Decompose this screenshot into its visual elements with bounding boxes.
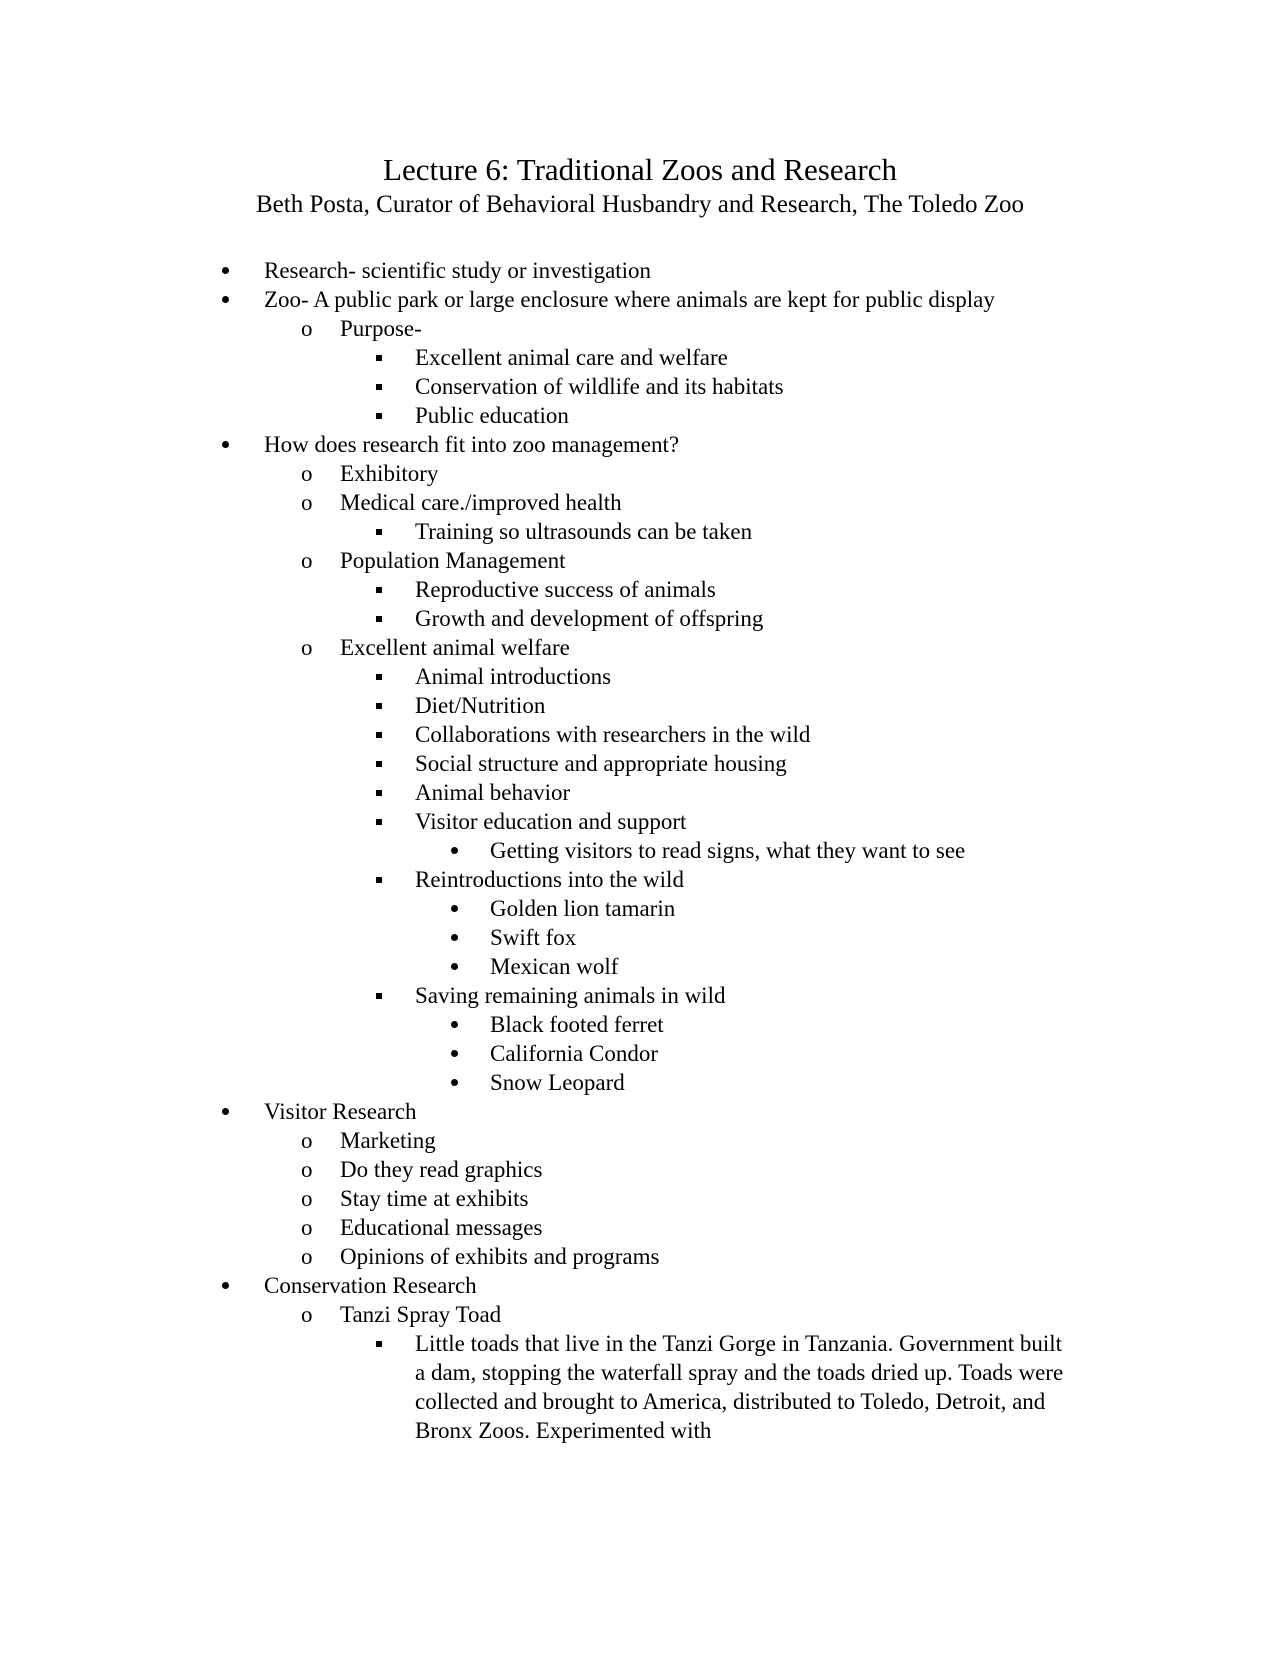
circle-bullet-glyph: o	[301, 1244, 313, 1269]
outline-item-text: Excellent animal care and welfare	[415, 345, 728, 370]
outline-item-level-4	[0, 923, 1280, 952]
square-bullet-icon	[376, 517, 400, 546]
dot-bullet-shape	[451, 934, 458, 941]
outline-item-text: Diet/Nutrition	[415, 693, 546, 718]
outline-item-text: Black footed ferret	[490, 1012, 664, 1037]
outline-item-text: Educational messages	[340, 1215, 543, 1240]
circle-bullet-glyph: o	[301, 1128, 313, 1153]
dot-bullet-shape	[451, 1050, 458, 1057]
outline-item-level-3	[0, 749, 1280, 778]
outline-item-text: Visitor Research	[264, 1099, 417, 1124]
dot-bullet-shape	[222, 441, 229, 448]
outline-item-level-4	[0, 894, 1280, 923]
circle-bullet-glyph: o	[301, 1186, 313, 1211]
outline-item-level-3	[0, 662, 1280, 691]
outline-item-text: Animal behavior	[415, 780, 571, 805]
circle-bullet-glyph: o	[301, 1157, 313, 1182]
outline-item-level-3	[0, 575, 1280, 604]
outline-item-level-3	[0, 401, 1280, 430]
circle-bullet-icon	[301, 1242, 325, 1271]
circle-bullet-icon	[301, 1300, 325, 1329]
outline-item-text: Growth and development of offspring	[415, 606, 764, 631]
outline-item-level-2	[0, 1300, 1280, 1329]
dot-bullet-icon	[451, 1010, 475, 1039]
outline-item-level-2	[0, 1242, 1280, 1271]
outline-item-text: California Condor	[490, 1041, 658, 1066]
outline-item-text: Golden lion tamarin	[490, 896, 676, 921]
outline-item-level-3	[0, 517, 1280, 546]
circle-bullet-icon	[301, 459, 325, 488]
outline-item-level-3	[0, 865, 1280, 894]
square-bullet-icon	[376, 691, 400, 720]
outline-item-text: Purpose-	[340, 316, 422, 341]
outline-item-level-4	[0, 952, 1280, 981]
dot-bullet-icon	[451, 923, 475, 952]
circle-bullet-icon	[301, 1184, 325, 1213]
square-bullet-icon	[376, 604, 400, 633]
square-bullet-shape	[376, 877, 382, 883]
outline-item-level-1	[0, 1097, 1280, 1126]
outline-item-level-3	[0, 372, 1280, 401]
outline-item-text: Reintroductions into the wild	[415, 867, 684, 892]
circle-bullet-glyph: o	[301, 316, 313, 341]
outline-item-level-2	[0, 546, 1280, 575]
dot-bullet-icon	[222, 430, 246, 459]
square-bullet-shape	[376, 529, 382, 535]
square-bullet-icon	[376, 778, 400, 807]
outline-item-level-3	[0, 981, 1280, 1010]
outline-item-level-4	[0, 1068, 1280, 1097]
square-bullet-shape	[376, 703, 382, 709]
outline-item-level-2	[0, 1184, 1280, 1213]
circle-bullet-icon	[301, 1213, 325, 1242]
circle-bullet-glyph: o	[301, 1215, 313, 1240]
outline-item-level-3	[0, 343, 1280, 372]
circle-bullet-icon	[301, 633, 325, 662]
outline-item-text: Social structure and appropriate housing	[415, 751, 787, 776]
outline-item-level-3	[0, 691, 1280, 720]
outline-item-level-4	[0, 1010, 1280, 1039]
dot-bullet-icon	[451, 836, 475, 865]
circle-bullet-glyph: o	[301, 548, 313, 573]
outline-item-text: Conservation Research	[264, 1273, 477, 1298]
outline-item-text: Collaborations with researchers in the wild	[415, 722, 811, 747]
outline-item-text: Exhibitory	[340, 461, 439, 486]
circle-bullet-icon	[301, 314, 325, 343]
circle-bullet-icon	[301, 1126, 325, 1155]
outline-item-text: Reproductive success of animals	[415, 577, 716, 602]
dot-bullet-icon	[451, 952, 475, 981]
outline-item-level-3	[0, 604, 1280, 633]
outline-item-level-4	[0, 836, 1280, 865]
outline-item-text: Animal introductions	[415, 664, 612, 689]
outline-item-level-1	[0, 256, 1280, 285]
square-bullet-shape	[376, 993, 382, 999]
square-bullet-icon	[376, 575, 400, 604]
outline-item-text: Snow Leopard	[490, 1070, 625, 1095]
square-bullet-shape	[376, 819, 382, 825]
outline-item-level-4	[0, 1039, 1280, 1068]
dot-bullet-icon	[222, 256, 246, 285]
circle-bullet-icon	[301, 488, 325, 517]
page-subtitle: Beth Posta, Curator of Behavioral Husbandry and Research, The Toledo Zoo	[256, 191, 1024, 218]
dot-bullet-shape	[451, 905, 458, 912]
square-bullet-icon	[376, 749, 400, 778]
lecture-outline	[0, 256, 1280, 1445]
outline-item-level-1	[0, 285, 1280, 314]
dot-bullet-icon	[222, 285, 246, 314]
square-bullet-shape	[376, 355, 382, 361]
dot-bullet-icon	[222, 1097, 246, 1126]
square-bullet-icon	[376, 1329, 400, 1358]
outline-item-text: Mexican wolf	[490, 954, 619, 979]
circle-bullet-icon	[301, 546, 325, 575]
square-bullet-shape	[376, 761, 382, 767]
dot-bullet-icon	[222, 1271, 246, 1300]
dot-bullet-shape	[222, 1108, 229, 1115]
outline-item-level-1	[0, 1271, 1280, 1300]
dot-bullet-shape	[451, 1021, 458, 1028]
outline-item-level-2	[0, 488, 1280, 517]
square-bullet-icon	[376, 807, 400, 836]
outline-item-text: Little toads that live in the Tanzi Gorge in Tanzania. Government built a dam, stopping the waterfall spray and the toads dried up. Toads were collected and brought to America, distributed to Toledo, Detroit, and Bronx Zoos. Experimented with	[415, 1331, 1064, 1443]
outline-item-text: Tanzi Spray Toad	[340, 1302, 502, 1327]
square-bullet-shape	[376, 790, 382, 796]
outline-item-text: Getting visitors to read signs, what they want to see	[490, 838, 966, 863]
circle-bullet-glyph: o	[301, 1302, 313, 1327]
outline-item-level-2	[0, 459, 1280, 488]
dot-bullet-shape	[451, 1079, 458, 1086]
outline-item-text: Zoo- A public park or large enclosure where animals are kept for public display	[264, 287, 995, 312]
outline-item-level-2	[0, 1126, 1280, 1155]
square-bullet-icon	[376, 865, 400, 894]
dot-bullet-shape	[451, 847, 458, 854]
outline-item-text: Public education	[415, 403, 569, 428]
outline-item-text: Excellent animal welfare	[340, 635, 570, 660]
outline-item-level-2	[0, 1155, 1280, 1184]
square-bullet-shape	[376, 413, 382, 419]
outline-item-level-3	[0, 778, 1280, 807]
square-bullet-icon	[376, 720, 400, 749]
square-bullet-icon	[376, 401, 400, 430]
dot-bullet-shape	[451, 963, 458, 970]
square-bullet-shape	[376, 732, 382, 738]
outline-item-level-2	[0, 633, 1280, 662]
dot-bullet-icon	[451, 1039, 475, 1068]
outline-item-level-3	[0, 807, 1280, 836]
square-bullet-icon	[376, 372, 400, 401]
outline-item-text: Swift fox	[490, 925, 577, 950]
outline-item-text: Medical care./improved health	[340, 490, 622, 515]
square-bullet-shape	[376, 587, 382, 593]
circle-bullet-icon	[301, 1155, 325, 1184]
circle-bullet-glyph: o	[301, 635, 313, 660]
square-bullet-icon	[376, 981, 400, 1010]
outline-item-text: Marketing	[340, 1128, 436, 1153]
outline-item-text: Conservation of wildlife and its habitats	[415, 374, 784, 399]
square-bullet-icon	[376, 662, 400, 691]
circle-bullet-glyph: o	[301, 461, 313, 486]
outline-item-text: Do they read graphics	[340, 1157, 543, 1182]
outline-item-text: Visitor education and support	[415, 809, 687, 834]
square-bullet-shape	[376, 1341, 382, 1347]
outline-item-text: Population Management	[340, 548, 566, 573]
square-bullet-shape	[376, 384, 382, 390]
outline-item-text: Opinions of exhibits and programs	[340, 1244, 660, 1269]
outline-item-text: How does research fit into zoo management?	[264, 432, 680, 457]
square-bullet-icon	[376, 343, 400, 372]
dot-bullet-shape	[222, 267, 229, 274]
dot-bullet-icon	[451, 894, 475, 923]
circle-bullet-glyph: o	[301, 490, 313, 515]
outline-item-level-2	[0, 1213, 1280, 1242]
outline-item-text: Saving remaining animals in wild	[415, 983, 726, 1008]
outline-item-text: Training so ultrasounds can be taken	[415, 519, 753, 544]
outline-item-text: Stay time at exhibits	[340, 1186, 529, 1211]
dot-bullet-shape	[222, 1282, 229, 1289]
dot-bullet-shape	[222, 296, 229, 303]
outline-item-level-3	[0, 720, 1280, 749]
outline-item-level-2	[0, 314, 1280, 343]
outline-item-level-3	[0, 1329, 1280, 1445]
page-title: Lecture 6: Traditional Zoos and Research	[383, 152, 897, 187]
outline-item-text: Research- scientific study or investigation	[264, 258, 652, 283]
outline-item-level-1	[0, 430, 1280, 459]
square-bullet-shape	[376, 674, 382, 680]
dot-bullet-icon	[451, 1068, 475, 1097]
square-bullet-shape	[376, 616, 382, 622]
